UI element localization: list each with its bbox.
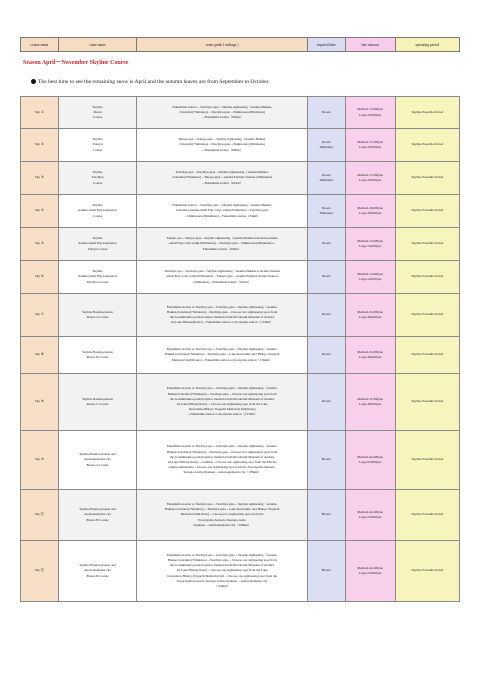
operating-period-cell: Skyline Passable Period — [395, 490, 459, 541]
header-route-guide: route guide ( mileage ) — [137, 38, 307, 52]
route-guide-cell-line: Hakkei,Jododaira(75minutes)→Tsuchiyu-gate→Lake Inawashiro and Hideyo Noguchi — [164, 352, 280, 357]
course-row — [21, 431, 460, 490]
operating-period-cell: Skyline Passable Period — [395, 162, 459, 195]
fare-amount-cell — [345, 541, 395, 602]
column-header-table — [20, 37, 460, 52]
course-name-cell: Sky ⑩ — [21, 431, 59, 490]
route-guide-cell-line: Fukushima station or Tsuchiyu spa→Tsuchiyu-gate→Skyline sightseeing（Azuma- — [166, 347, 278, 352]
route-name-cell-line: 4hours C Course — [86, 402, 109, 406]
route-guide-cell-line: Memorial hall(1hour)→Choose two sightseeing spots from the — [180, 512, 264, 517]
route-guide-cell — [137, 162, 307, 195]
route-name-cell-line: Skyline Bandai-plateau — [82, 309, 113, 314]
required-time-cell-line: 3hours — [321, 109, 331, 114]
course-name-cell: Sky ③ — [21, 162, 59, 195]
route-name-cell — [58, 337, 137, 374]
course-row — [21, 294, 460, 337]
route-guide-cell-line: Fukushima station→Tsuchiyu-gate→Skyline sightseeing（Azuma-Hakkei, — [172, 203, 272, 208]
route-guide-cell-line: →Fukushima station（83km） — [201, 115, 243, 120]
fare-amount-cell-line: Medium 15,900yen — [357, 271, 384, 276]
route-name-cell — [58, 541, 137, 602]
route-guide-cell — [137, 228, 307, 261]
route-guide-cell-line: Tsuruga-castle,Oyakuen→Aizuwakamatsu city（186km） — [183, 470, 262, 475]
route-guide-cell-line: Inawashiro,Hideyo Noguchi Memorial hall→Choose one sightseeing spot from the — [167, 573, 278, 578]
route-guide-cell-line: Takayu-spa→Takayu-gate→Skyline sightseeing（Azuma-Hakkei,Jododaira,Azuma — [166, 236, 278, 241]
fare-amount-cell — [345, 431, 395, 490]
route-name-cell-line: Course — [92, 213, 103, 218]
route-name-cell-line: Tsuchiyu Course — [86, 279, 109, 284]
required-time-cell-line: 8hours — [321, 512, 331, 517]
operating-period-cell: Skyline Passable Period — [395, 129, 459, 162]
course-row — [21, 261, 460, 294]
route-guide-cell-line: Jododaira(75minutes)→Tsuchiyu-gate→Shikinosato(30minutes) — [179, 142, 265, 147]
required-time-cell-line: 2hours — [321, 172, 331, 177]
route-guide-cell-line: Jododaira,Azuma-small Fuji crater walk(105minutes)→Tsuchiyu-gate — [175, 208, 269, 213]
fare-amount-cell-line: Large 20,000yen — [358, 178, 382, 182]
route-name-cell — [58, 162, 137, 195]
required-time-cell-line: 8hours — [321, 568, 331, 573]
route-name-cell-line: Skyline — [92, 203, 103, 208]
fare-amount-cell — [345, 261, 395, 294]
fare-amount-cell-line: Large 20,000yen — [358, 145, 382, 149]
route-guide-cell-line: Memorial hall(2hours)→Fukushima station or Koriyama station（136km） — [171, 357, 273, 362]
route-guide-cell — [137, 374, 307, 431]
route-name-cell-line: Skyline — [92, 269, 103, 274]
route-name-cell-line: Aizuwakamatsu city — [84, 568, 112, 573]
route-guide-cell-line: temple,einbiendate→Choose one sightseeing spot from the Tonoriyama,Sazaedo, — [168, 465, 276, 470]
route-guide-cell-line: Inawashiro,Hideyo Noguchi Memorial hall(1hour) — [188, 407, 256, 412]
fare-amount-cell-line: Large 48,000yen — [358, 402, 382, 406]
operating-period-cell: Skyline Passable Period — [395, 541, 459, 602]
route-guide-cell-line: Hakkei,Jododaira(75minutes)→Tsuchiyu-gate→Lake Inawashiro and Hideyo Noguchi — [164, 507, 280, 512]
route-guide-cell — [137, 261, 307, 294]
route-guide-cell-line: Fukushima station or Tsuchiyu spa→Tsuchiyu-gate→Skyline sightseeing（Azuma- — [166, 304, 278, 309]
route-guide-cell-line: Tsuchiyu-spa→Tsuchiyu-gate→Skyline sightseeing（Azuma-Hakkei,Jododaira,Azuma — [164, 269, 281, 274]
course-table — [20, 96, 460, 602]
route-guide-cell-line: -small Fuji crater walk(105minutes)→Tsuchiyu-gate→Shikinosato(30minutes)→ — [168, 241, 276, 246]
route-name-cell-line: Aizuwakamatsu city — [84, 457, 112, 462]
route-guide-cell-line: art,Lake Hibara(2hours)→Fukushima station or Koriyama station（132km） — [170, 320, 274, 325]
route-guide-cell-line: Fukushima station（69km） — [202, 246, 242, 251]
required-time-cell-line: 30minutes — [319, 145, 334, 149]
route-guide-cell-line: Hakkei,Jododaira(75minutes)→Tsuchiyu-gate→Choose two sightseeing spots from — [166, 309, 278, 314]
required-time-cell-line: 3hours — [321, 241, 331, 246]
required-time-cell-line: 4hours — [321, 312, 331, 317]
route-guide-cell-line: Tonoriyama,Sazaedo,Tsuruga-castle,Oyakuen→Aizuwakamatsu city — [176, 578, 268, 583]
course-name-cell: Sky ⑫ — [21, 541, 59, 602]
route-guide-cell-line: Jododaira(75minutes)→Tsuchiyu-gate→Shikinosato(30minutes) — [179, 109, 265, 114]
required-time-cell — [307, 195, 345, 228]
route-guide-cell — [137, 541, 307, 602]
route-guide-cell-line: art,Lake Hibara(1hour)→Choose one sightseeing spot from the Lake — [176, 402, 268, 406]
fare-amount-cell-line: Medium 15,900yen — [357, 238, 384, 243]
fare-amount-cell — [345, 97, 395, 129]
route-guide-cell-line: the Goshikinuma-pond,Urapbice memorial hall,Morohashi Museum of modern — [169, 396, 275, 401]
route-name-cell-line: 3hours — [93, 109, 103, 114]
required-time-cell — [307, 228, 345, 261]
route-guide-cell-line: Tsuchiyu-spa→Tsuchiyu-gate→Skyline sightseeing（Azuma-Hakkei, — [175, 170, 269, 175]
fare-amount-cell-line: Large 63,900yen — [358, 460, 382, 464]
header-operating-period: operating period — [395, 38, 459, 52]
route-name-cell-line: 8hours B Course — [86, 573, 109, 578]
fare-amount-cell — [345, 195, 395, 228]
route-guide-cell — [137, 431, 307, 490]
route-guide-cell-line: Takayu-spa→Takayu-gate→Skyline sightseeing（Azuma-Hakkei, — [178, 137, 267, 142]
route-guide-cell-line: art,Lake Hibara(1hour)→Goldline→Choose one sightseeing spot from the Enichi- — [167, 460, 277, 464]
required-time-cell — [307, 541, 345, 602]
fare-amount-cell-line: Large 48,000yen — [358, 315, 382, 319]
route-name-cell — [58, 228, 137, 261]
route-name-cell-line: 8hours A Course — [86, 462, 109, 467]
course-row — [21, 541, 460, 602]
fare-amount-cell — [345, 490, 395, 541]
fare-amount-cell-line: Large 24,000yen — [358, 244, 382, 248]
route-name-cell-line: Azuma-small Fuji experience — [78, 208, 118, 213]
required-time-cell — [307, 162, 345, 195]
course-name-cell: Sky ⑧ — [21, 337, 59, 374]
route-name-cell-line: Skyline Bandai-plateau and — [79, 507, 116, 512]
operating-period-cell: Skyline Passable Period — [395, 228, 459, 261]
fare-amount-cell-line: Medium 15,900yen — [357, 107, 384, 112]
route-guide-cell — [137, 337, 307, 374]
route-name-cell-line: Skyline Bandai-plateau and — [79, 563, 116, 568]
route-name-cell-line: 8hours B Course — [86, 517, 109, 522]
route-guide-cell-line: the Goshikinuma-pond,Urapbice memorial hall,Morohashi Museum of modern — [169, 454, 275, 459]
course-name-cell: Sky ⑨ — [21, 374, 59, 431]
route-name-cell-line: 4hours A Course — [86, 315, 109, 319]
bullet-icon — [31, 79, 36, 84]
required-time-cell — [307, 374, 345, 431]
course-row — [21, 490, 460, 541]
course-row — [21, 97, 460, 129]
route-name-cell-line: Course — [92, 180, 103, 185]
route-guide-cell-line: (30minutes)→Fukushima station（61km） — [193, 279, 251, 284]
operating-period-cell: Skyline Passable Period — [395, 97, 459, 129]
route-guide-cell-line: （124km） — [214, 584, 230, 588]
required-time-cell-line: 8hours — [321, 457, 331, 462]
route-guide-cell — [137, 97, 307, 129]
route-guide-cell-line: -small Fuji crater walk(105minutes)→Takayu-gate→Azuma Farmers' market Kokoro — [165, 274, 279, 279]
route-name-cell — [58, 97, 137, 129]
route-name-cell-line: Skyline Bandai-plateau — [82, 396, 113, 401]
fare-amount-cell — [345, 129, 395, 162]
route-name-cell-line: Azuma-small Fuji experience — [78, 274, 118, 279]
route-name-cell — [58, 129, 137, 162]
required-time-cell — [307, 129, 345, 162]
route-guide-cell-line: Fukushima station or Tsuchiyu spa→Tsuchiyu-gate→Skyline sightseeing（Azuma- — [166, 386, 278, 391]
required-time-cell — [307, 431, 345, 490]
fare-amount-cell — [345, 294, 395, 337]
route-name-cell — [58, 431, 137, 490]
fare-amount-cell — [345, 228, 395, 261]
required-time-cell-line: 30minutes — [319, 211, 334, 215]
route-guide-cell-line: Fukushima station→Tsuchiyu-gate→Skyline sightseeing（Azuma-Hakkei, — [172, 104, 272, 109]
operating-period-cell: Skyline Passable Period — [395, 261, 459, 294]
fare-amount-cell-line: Large 63,900yen — [358, 515, 382, 519]
route-name-cell-line: Skyline Bandai-plateau and — [79, 452, 116, 457]
operating-period-cell: Skyline Passable Period — [395, 294, 459, 337]
fare-amount-cell-line: Medium 42,400yen — [357, 509, 384, 514]
route-guide-cell-line: Jododaira(75minutes)→Takayu-gate→Azuma Farmers' market (30minutes) — [172, 175, 273, 180]
route-guide-cell-line: art,Lake Hibara(1hour)→Choose one sightseeing spot from the Lake — [176, 568, 268, 573]
required-time-cell — [307, 294, 345, 337]
route-name-cell — [58, 490, 137, 541]
route-name-cell-line: Takayu — [92, 142, 103, 147]
route-guide-cell-line: Tonoriyama,Sazaedo,Tsuruga-castle, — [197, 517, 247, 522]
fare-amount-cell — [345, 162, 395, 195]
header-required-time: required time — [307, 38, 345, 52]
route-guide-cell — [137, 490, 307, 541]
fare-amount-cell-line: Large 48,000yen — [358, 355, 382, 359]
route-guide-cell — [137, 195, 307, 228]
course-name-cell: Sky ④ — [21, 195, 59, 228]
header-course-name: course name — [21, 38, 59, 52]
fare-amount-cell-line: Medium 13,300yen — [357, 172, 384, 177]
fare-amount-cell-line: Medium 31,800yen — [357, 309, 384, 314]
course-row — [21, 129, 460, 162]
course-name-cell: Sky ⑪ — [21, 490, 59, 541]
route-name-cell — [58, 261, 137, 294]
route-name-cell-line: Takayu Course — [87, 246, 108, 251]
course-name-cell: Sky ⑥ — [21, 261, 59, 294]
route-guide-cell — [137, 294, 307, 337]
required-time-cell — [307, 337, 345, 374]
route-name-cell-line: Azuma-small Fuji experience — [78, 241, 118, 246]
required-time-cell-line: 4hours — [321, 399, 331, 404]
route-name-cell-line: Course — [92, 147, 103, 152]
season-note — [31, 79, 270, 85]
operating-period-cell: Skyline Passable Period — [395, 374, 459, 431]
course-row — [21, 195, 460, 228]
required-time-cell-line: 30minutes — [319, 178, 334, 182]
route-guide-cell-line: the Goshikinuma-pond,Urapbice memorial hall,Morohashi Museum of modern — [169, 315, 275, 319]
route-guide-cell-line: the Goshikinuma-pond,Urapbice memorial hall,Morohashi Museum of modern — [169, 563, 275, 568]
fare-amount-cell-line: Medium 31,800yen — [357, 349, 384, 354]
required-time-cell-line: 2hours — [321, 139, 331, 144]
route-guide-cell-line: →Shikinosato(30minutes)→Fukushima station（84km） — [183, 213, 261, 218]
course-row — [21, 162, 460, 195]
route-guide-cell-line: →Fukushima station（69km） — [201, 147, 243, 152]
route-name-cell-line: Aizuwakamatsu city — [84, 512, 112, 517]
route-name-cell — [58, 195, 137, 228]
fare-amount-cell — [345, 374, 395, 431]
route-name-cell-line: Skyline — [92, 236, 103, 241]
route-guide-cell-line: →Fukushima station or Koriyama station（157km） — [186, 412, 258, 417]
header-route-name: route name — [58, 38, 137, 52]
season-title: Season April～November Skyline Course — [23, 60, 129, 66]
route-guide-cell-line: →Fukushima station（61km） — [201, 180, 243, 185]
route-name-cell-line: Skyline Bandai-plateau — [82, 349, 113, 354]
required-time-cell-line: 3hours — [321, 274, 331, 279]
fare-amount-cell-line: Large 24,000yen — [358, 112, 382, 117]
route-name-cell-line: Skyline — [92, 104, 103, 109]
route-guide-cell-line: Hakkei,Jododaira(75minutes)→Tsuchiyu-gate→Choose one sightseeing spot from — [167, 557, 277, 562]
operating-period-cell: Skyline Passable Period — [395, 337, 459, 374]
route-name-cell — [58, 294, 137, 337]
route-guide-cell-line: Hakkei,Jododaira(75minutes)→Tsuchiyu-gate→Choose one sightseeing spot from — [167, 391, 277, 396]
fare-amount-cell — [345, 337, 395, 374]
fare-amount-cell-line: Large 28,000yen — [358, 211, 382, 215]
route-guide-cell-line: Fukushima station or Tsuchiyu spa→Tsuchiyu-gate→Skyline sightseeing（Azuma- — [166, 552, 278, 557]
fare-amount-cell-line: Medium 31,800yen — [357, 396, 384, 401]
route-guide-cell-line: Fukushima station or Tsuchiyu spa→Tsuchiyu-gate→Skyline sightseeing（Azuma- — [166, 501, 278, 506]
fare-amount-cell-line: Medium 18,600yen — [357, 205, 384, 210]
operating-period-cell: Skyline Passable Period — [395, 431, 459, 490]
route-name-cell-line: Tsuchiyu — [91, 175, 104, 180]
route-guide-cell-line: Fukushima station or Tsuchiyu spa→Tsuchiyu-gate→Skyline sightseeing（Azuma- — [166, 444, 278, 449]
course-row — [21, 337, 460, 374]
fare-amount-cell-line: Medium 42,400yen — [357, 454, 384, 459]
route-name-cell-line: 4hours B Course — [86, 355, 109, 359]
route-name-cell-line: Skyline — [92, 170, 103, 175]
route-guide-cell-line: Oyakuen→Aizuwakamatsu city（168km） — [193, 522, 252, 527]
course-row — [21, 228, 460, 261]
route-name-cell-line: Course — [92, 115, 103, 120]
route-guide-cell-line: Hakkei,Jododaira(75minutes)→Tsuchiyu-gate→Choose two sightseeing spots from — [166, 449, 278, 454]
course-name-cell: Sky ① — [21, 97, 59, 129]
fare-amount-cell-line: Large 63,900yen — [358, 571, 382, 575]
fare-amount-cell-line: Medium 13,300yen — [357, 139, 384, 144]
course-table-body — [21, 97, 460, 602]
fare-amount-cell-line: Medium 42,400yen — [357, 565, 384, 570]
route-name-cell — [58, 374, 137, 431]
course-name-cell: Sky ② — [21, 129, 59, 162]
required-time-cell — [307, 97, 345, 129]
required-time-cell-line: 3hours — [321, 205, 331, 210]
note-text: The best time to see the remaining snow is April,and the autumn leaves are from September to October. — [38, 79, 270, 85]
course-name-cell: Sky ⑤ — [21, 228, 59, 261]
required-time-cell — [307, 261, 345, 294]
course-name-cell: Sky ⑦ — [21, 294, 59, 337]
course-row — [21, 374, 460, 431]
route-guide-cell — [137, 129, 307, 162]
route-name-cell-line: Skyline — [92, 137, 103, 142]
required-time-cell — [307, 490, 345, 541]
required-time-cell-line: 4hours — [321, 352, 331, 357]
fare-amount-cell-line: Large 24,000yen — [358, 277, 382, 281]
header-fare-amount: fare amount — [345, 38, 395, 52]
operating-period-cell: Skyline Passable Period — [395, 195, 459, 228]
